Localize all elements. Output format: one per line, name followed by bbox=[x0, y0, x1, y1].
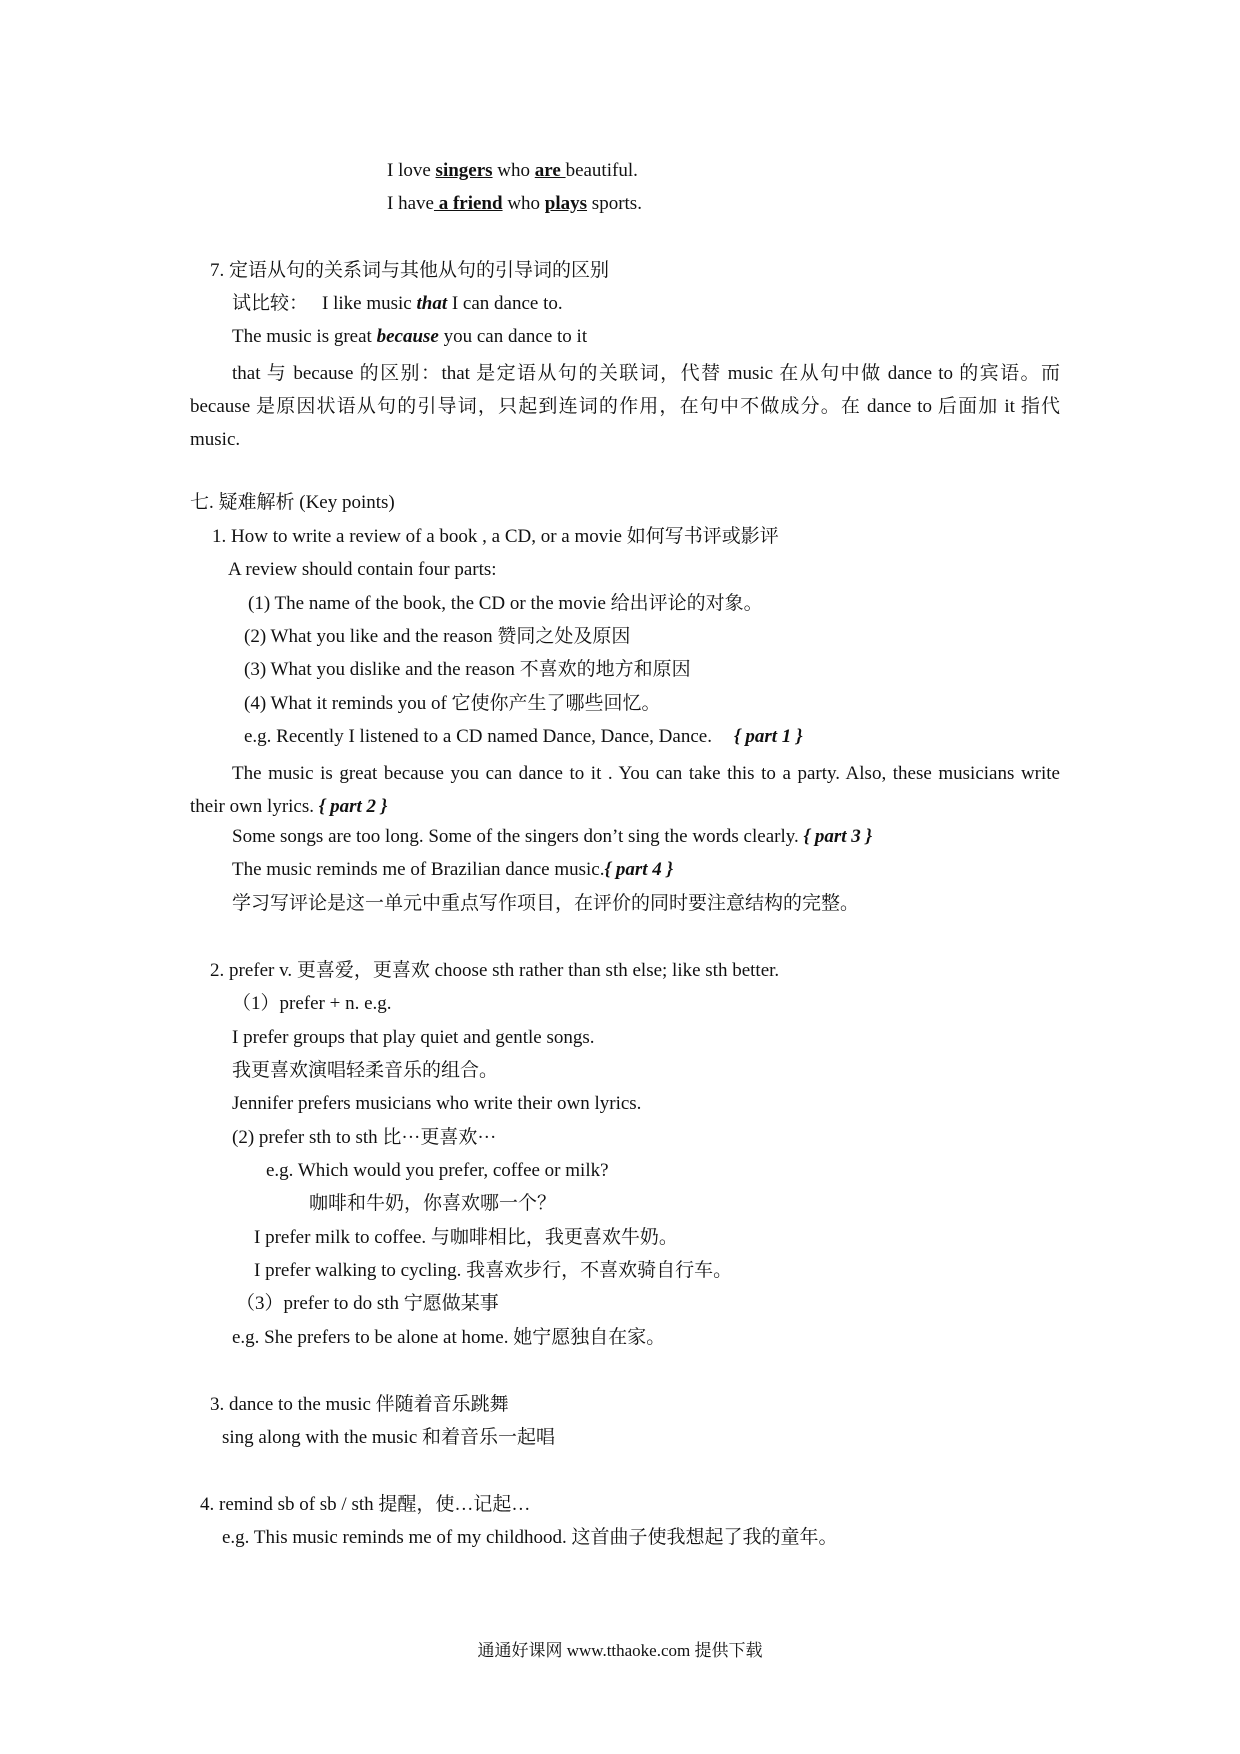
part-2: (2) What you like and the reason 赞同之处及原因 bbox=[244, 626, 631, 647]
text: I can dance to. bbox=[447, 293, 563, 314]
item-2-sub-1: （1）prefer + n. e.g. bbox=[232, 993, 392, 1014]
emphasis-word: because bbox=[376, 326, 439, 347]
part-3: (3) What you dislike and the reason 不喜欢的地方和原因 bbox=[244, 659, 691, 680]
section-7-heading: 7. 定语从句的关系词与其他从句的引导词的区别 bbox=[210, 260, 610, 281]
example-part-2 bbox=[190, 757, 1060, 823]
item-4-title: 4. remind sb of sb / sth 提醒，使…记起… bbox=[200, 1494, 531, 1515]
text: The music is great bbox=[232, 326, 377, 347]
text: who bbox=[492, 160, 535, 181]
key-points-heading: 七. 疑难解析 (Key points) bbox=[190, 492, 395, 513]
text: you can dance to it bbox=[438, 326, 588, 347]
item-2-example-2: Jennifer prefers musicians who write their own lyrics. bbox=[232, 1093, 642, 1114]
item-1-summary: 学习写评论是这一单元中重点写作项目，在评价的同时要注意结构的完整。 bbox=[232, 893, 860, 914]
text: sports. bbox=[587, 193, 642, 214]
item-3-title: 3. dance to the music 伴随着音乐跳舞 bbox=[210, 1394, 509, 1415]
underlined-word: are bbox=[534, 160, 566, 181]
part-1: (1) The name of the book, the CD or the movie 给出评论的对象。 bbox=[248, 593, 763, 614]
item-2-sub-3: （3）prefer to do sth 宁愿做某事 bbox=[236, 1293, 499, 1314]
emphasis-word: that bbox=[416, 293, 448, 314]
example-part-1 bbox=[244, 724, 803, 750]
text: I love bbox=[387, 160, 436, 181]
item-2-example-1: I prefer groups that play quiet and gentle songs. bbox=[232, 1027, 595, 1048]
text: beautiful. bbox=[565, 160, 638, 181]
example-line-2 bbox=[387, 191, 642, 217]
text: e.g. Recently I listened to a CD named Dance, Dance, Dance. bbox=[244, 726, 712, 747]
part-tag: { part 3 } bbox=[803, 826, 873, 847]
item-2-example-4: I prefer milk to coffee. 与咖啡相比，我更喜欢牛奶。 bbox=[254, 1227, 678, 1248]
text: Some songs are too long. Some of the singers don’t sing the words clearly. bbox=[232, 826, 799, 847]
text: The music is great because you can dance to it . You can take this to a party. Also, these musicians write their own lyrics. bbox=[190, 763, 1060, 817]
item-1-title: 1. How to write a review of a book , a CD, or a movie 如何写书评或影评 bbox=[212, 526, 779, 547]
item-2-example-3-cn: 咖啡和牛奶，你喜欢哪一个？ bbox=[309, 1193, 557, 1214]
section-7-paragraph: that 与 because 的区别：that 是定语从句的关联词，代替 music 在从句中做 dance to 的宾语。而 because 是原因状语从句的引导词，只起到连词的作用，在句中不做成分。在 dance to 后面加 it 指代 music. bbox=[190, 363, 1060, 450]
item-2-sub-2: (2) prefer sth to sth 比···更喜欢··· bbox=[232, 1127, 497, 1148]
item-2-example-3: e.g. Which would you prefer, coffee or milk? bbox=[266, 1160, 609, 1181]
item-1-intro: A review should contain four parts: bbox=[228, 559, 497, 580]
item-2-example-5: I prefer walking to cycling. 我喜欢步行，不喜欢骑自行车。 bbox=[254, 1260, 733, 1281]
part-tag: { part 4 } bbox=[604, 859, 674, 880]
compare-line bbox=[232, 291, 563, 317]
part-tag: { part 2 } bbox=[318, 796, 388, 817]
part-tag: { part 1 } bbox=[733, 726, 803, 747]
text: who bbox=[502, 193, 545, 214]
underlined-word: plays bbox=[544, 193, 588, 214]
underlined-word: a friend bbox=[433, 193, 503, 214]
text: I like music bbox=[322, 293, 417, 314]
item-2-title: 2. prefer v. 更喜爱，更喜欢 choose sth rather than sth else; like sth better. bbox=[210, 960, 780, 981]
example-line-1 bbox=[387, 158, 638, 184]
compare-line-2 bbox=[232, 324, 587, 350]
item-2-example-6: e.g. She prefers to be alone at home. 她宁愿独自在家。 bbox=[232, 1327, 666, 1348]
text: The music reminds me of Brazilian dance music. bbox=[232, 859, 605, 880]
item-2-example-1-cn: 我更喜欢演唱轻柔音乐的组合。 bbox=[232, 1060, 499, 1081]
underlined-word: singers bbox=[435, 160, 493, 181]
compare-label: 试比较： bbox=[232, 293, 309, 314]
text: I have bbox=[387, 193, 434, 214]
example-part-3 bbox=[232, 824, 872, 850]
item-4-example: e.g. This music reminds me of my childhood. 这首曲子使我想起了我的童年。 bbox=[222, 1527, 838, 1548]
example-part-4 bbox=[232, 857, 673, 883]
page-footer: 通通好课网 www.tthaoke.com 提供下载 bbox=[477, 1641, 763, 1660]
item-3-line-2: sing along with the music 和着音乐一起唱 bbox=[222, 1427, 556, 1448]
part-4: (4) What it reminds you of 它使你产生了哪些回忆。 bbox=[244, 693, 661, 714]
